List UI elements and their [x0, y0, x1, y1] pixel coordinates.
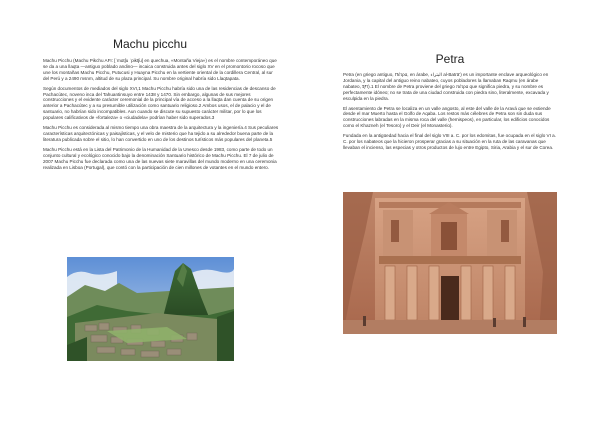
article-body-machu-picchu — [43, 58, 279, 174]
paragraph: El asentamiento de Petra se localiza en un valle angosto, al este del valle de la Aravá que se extiende desde el mar Muerto hasta el Golfo de Aqaba. Los restos más célebres de Petra son sin duda sus construcciones labradas en la misma roca del valle (hemispeos), en particular, los edificios conocidos como el Khazneh (el Tesoro) y el Deir (el Monasterio). — [343, 105, 551, 129]
paragraph: Machu Picchu es considerada al mismo tiempo una obra maestra de la arquitectura y la ingeniería.4 Sus peculiares características arquitectónicas y paisajísticas, y el velo de misterio que ha tejido a su alrededor buena parte de la literatura publicada sobre el sitio, lo han convertido en uno de los destinos turísticos más populares del planeta.5 — [43, 125, 279, 142]
machu-picchu-photo — [67, 257, 234, 361]
right-page — [300, 0, 600, 424]
petra-photo — [343, 192, 557, 334]
page-title-machu-picchu: Machu picchu — [112, 37, 188, 51]
paragraph: Machu Picchu está en la Lista del Patrimonio de la Humanidad de la Unesco desde 1983, como parte de todo un conjunto cultural y ecológico conocido bajo la denominación Santuario histórico de Machu Picchu. El 7 de julio de 2007 Machu Picchu fue declarada como una de las nuevas siete maravillas del mundo moderno en una ceremonia realizada en Lisboa (Portugal), que contó con la participación de cien millones de votantes en el mundo entero. — [43, 146, 277, 170]
paragraph: Según documentos de mediados del siglo XVI,1 Machu Picchu habría sido una de las residencias de descanso de Pachacútec, noveno inca del Tahuantinsuyo entre 1438 y 1470. Sin embargo, algunas de sus mejores construcciones y el evidente carácter ceremonial de la principal vía de acceso a la llaqta dan cuenta de su origen anterior a Pachacútec y a su presumible utilización como santuario religioso.2 Ambos usos, el de palacio y el de santuario, no habrían sido incompatibles. Aun cuando se discute su supuesto carácter militar, por lo que los populares calificativos de «fortaleza» o «ciudadela» podrían haber sido superados.3 — [43, 85, 276, 121]
page-title-petra: Petra — [435, 52, 465, 66]
paragraph: Petra (en griego antiguo, Πέτρα, en árabe, البتراء al-Batrā') es un importante enclave arqueológico en Jordania, y la capital del antiguo reino nabateo, cuyos pobladores la llamaban Raqmu (en árabe nabateo, 𐢛𐢚𐢓).1 El nombre de Petra proviene del griego πέτρα que significa piedra, y su nombre es perfectamente idóneo; no se trata de una ciudad construida con piedra sino, literalmente, excavada y esculpida en la piedra. — [343, 72, 549, 101]
article-body-petra — [343, 72, 557, 155]
paragraph: Fundada en la antigüedad hacia el final del siglo VIII a. C. por los edomitas, fue ocupada en el siglo VI a. C. por los nabateos que la hicieron prosperar gracias a su situación en la ruta de las caravanas que llevaban el incienso, las especias y otros productos de lujo entre Egipto, Siria, Arabia y el sur de Corea. — [343, 133, 556, 150]
paragraph: Machu Picchu (Machu Pikchu AFI: [ˈmɑtʃu ˈpiktʃu] en quechua, «Montaña Vieja») es el nombre contemporáneo que se da a una llaqta —antiguo poblado andino— incaica construida antes del siglo XV en el promontorio rocoso que une los montañas Machu Picchu, Putucusi y Huayna Picchu en la vertiente oriental de la cordillera Central, al sur del Perú y a 2490 msnm, altitud de su plaza principal. Su nombre original habría sido Llaqtapata. — [43, 58, 277, 81]
